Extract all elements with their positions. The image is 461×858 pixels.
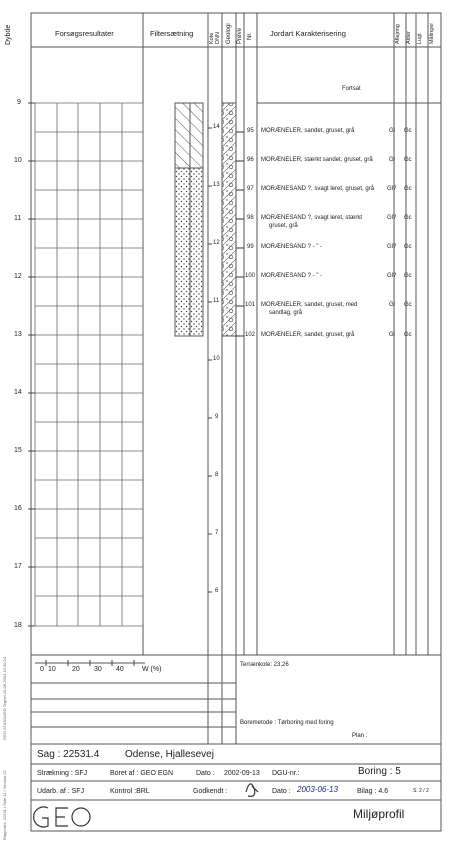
boremetode: Boremetode : Tørboring med foring	[240, 720, 334, 726]
kote-label: 8	[215, 472, 219, 478]
sample-aflejring: Gl	[389, 128, 395, 134]
filter-dots-sand	[175, 168, 203, 336]
header-maalinger: Målinger	[429, 22, 435, 44]
depth-label: 12	[14, 273, 22, 280]
sample-desc: MORÆNELER, sandet, gruset, grå	[261, 128, 355, 134]
side-print-2: Rapportnr. 22531 / Side 11 / Version 02	[2, 770, 7, 840]
footer-straekning: Strækning : SFJ	[37, 770, 88, 777]
sample-alder: Gc	[404, 157, 412, 163]
w-axis-tick: 0	[40, 666, 44, 673]
header-kote: Kote	[209, 32, 215, 44]
sample-aflejring: Gl?	[387, 186, 397, 192]
footer-boring: Boring : 5	[358, 766, 401, 777]
sample-nr: 99	[247, 244, 254, 250]
sample-nr: 95	[247, 128, 254, 134]
kote-label: 6	[215, 588, 219, 594]
depth-label: 15	[14, 447, 22, 454]
geo-logo	[37, 806, 97, 828]
sample-alder: Gc	[404, 215, 412, 221]
kote-label: 9	[215, 414, 219, 420]
fortsat-label: Fortsat	[342, 86, 361, 92]
footer-sag: Sag : 22531.4	[37, 749, 100, 760]
footer-dato2-label: Dato :	[272, 788, 291, 795]
filter-hatch-clay	[175, 103, 203, 168]
sample-nr: 96	[247, 157, 254, 163]
sample-aflejring: Gl	[389, 157, 395, 163]
sample-alder: Gc	[404, 244, 412, 250]
footer-udarb: Udarb. af : SFJ	[37, 788, 85, 795]
footer-sted: Odense, Hjallesevej	[125, 749, 214, 760]
sample-nr: 102	[245, 332, 256, 338]
sample-desc-cont: gruset, grå	[269, 223, 298, 229]
sample-nr: 101	[245, 302, 256, 308]
sample-desc: MORÆNELER, sandet, gruset, med	[261, 302, 358, 308]
header-alder: Alder	[406, 31, 412, 44]
footer-dgu: DGU-nr.:	[272, 770, 300, 777]
kote-label: 12	[213, 240, 220, 246]
terraenkote: Terrænkote: 23,26	[240, 662, 289, 668]
sample-desc: MORÆNESAND ?, svagt leret, gruset, grå	[261, 186, 375, 192]
sample-aflejring: Gl	[389, 302, 395, 308]
footer-dato-label: Dato :	[196, 770, 215, 777]
sample-desc: MORÆNELER, sandet, gruset, grå	[261, 332, 355, 338]
w-axis-tick: 40	[116, 666, 124, 673]
footer-dato: 2002-09-13	[224, 770, 260, 777]
header-lugt: Lugt	[417, 33, 423, 44]
sample-desc: MORÆNELER, stærkt sandet, gruset, grå	[261, 157, 373, 163]
depth-label: 18	[14, 622, 22, 629]
footer-side: S. 2 / 2	[413, 788, 429, 794]
header-proeve: Prøve	[237, 27, 243, 44]
depth-label: 10	[14, 157, 22, 164]
depth-label: 17	[14, 563, 22, 570]
footer-title: Miljøprofil	[353, 807, 405, 821]
sample-desc: MORÆNESAND ?, svagt leret, stærkt	[261, 215, 363, 221]
header-forsoegsresultater: Forsøgsresultater	[55, 29, 114, 38]
depth-label: 11	[14, 215, 22, 222]
kote-label: 7	[215, 530, 219, 536]
w-axis-tick: 30	[94, 666, 102, 673]
sample-desc: MORÆNESAND ? - " -	[261, 273, 323, 279]
sample-aflejring: Gl?	[387, 244, 397, 250]
footer-kontrol: Kontrol :BRL	[110, 788, 150, 795]
sample-nr: 98	[247, 215, 254, 221]
depth-label: 14	[14, 389, 22, 396]
w-axis-label: W (%)	[142, 666, 162, 673]
header-geologi: Geologi	[226, 23, 232, 44]
sample-alder: Gc	[404, 302, 412, 308]
sample-alder: Gc	[404, 273, 412, 279]
footer-boret-af: Boret af : GEO EGN	[110, 770, 174, 777]
geology-symbol-column	[222, 103, 236, 336]
side-print: GEO STANDARD Tegnet 10-06-2003 12:40:24	[2, 656, 7, 740]
sample-alder: Gc	[404, 186, 412, 192]
depth-label: 9	[17, 99, 21, 106]
sample-alder: Gc	[404, 332, 412, 338]
header-aflejring: Aflejring	[395, 24, 401, 44]
sample-nr: 97	[247, 186, 254, 192]
sample-aflejring: Gl	[389, 332, 395, 338]
depth-label: 13	[14, 331, 22, 338]
sample-alder: Gc	[404, 128, 412, 134]
sample-aflejring: Gl?	[387, 273, 397, 279]
kote-label: 10	[213, 356, 220, 362]
plan-label: Plan :	[352, 733, 368, 739]
kote-label: 13	[213, 182, 220, 188]
header-kote-dnn: DNN	[215, 32, 221, 44]
header-dybde: Dybde	[5, 24, 12, 45]
header-filtersaetning: Filtersætning	[150, 29, 194, 38]
w-axis-tick: 20	[72, 666, 80, 673]
footer-bilag: Bilag : 4.6	[357, 788, 389, 795]
sample-desc-cont: sandlag, grå	[269, 310, 303, 316]
w-axis-tick: 10	[48, 666, 56, 673]
header-nr: Nr.	[247, 32, 253, 40]
footer-godkendt: Godkendt :	[193, 788, 228, 795]
sample-aflejring: Gl?	[387, 215, 397, 221]
kote-label: 11	[213, 298, 220, 304]
sample-desc: MORÆNESAND ? - " -	[261, 244, 323, 250]
depth-label: 16	[14, 505, 22, 512]
kote-label: 14	[213, 124, 220, 130]
footer-dato2-handwritten: 2003-06-13	[297, 785, 338, 794]
header-jordart: Jordart Karakterisering	[270, 29, 346, 38]
sample-nr: 100	[245, 273, 256, 279]
